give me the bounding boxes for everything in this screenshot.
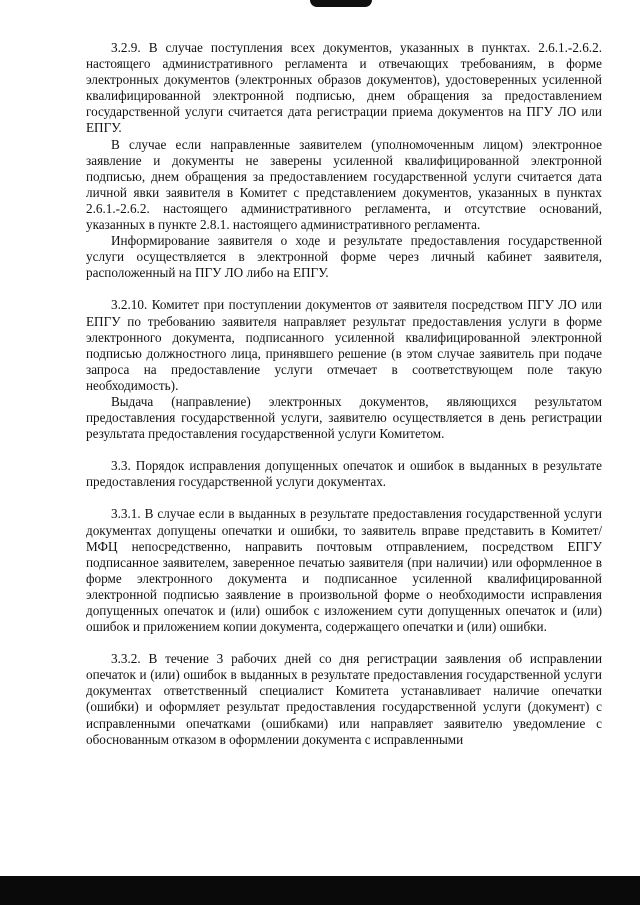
paragraph-informing: Информирование заявителя о ходе и результате предоставления государственной услуги осуществляется в электронной форме через личный кабинет заявителя, расположенный на ПГУ ЛО либо на ЕПГУ.	[86, 233, 602, 281]
paragraph-electronic-signature-missing: В случае если направленные заявителем (уполномоченным лицом) электронное заявление и документы не заверены усиленной квалифицированной электронной подписью, днем обращения за предоставлением государственной услуги считается дата личной явки заявителя в Комитет с представлением документов, указанных в пунктах 2.6.1.-2.6.2. настоящего административного регламента, и отсутствие оснований, указанных в пункте 2.8.1. настоящего административного регламента.	[86, 136, 602, 233]
scan-bottom-artifact	[0, 876, 640, 905]
paragraph-3-2-9: 3.2.9. В случае поступления всех документов, указанных в пунктах. 2.6.1.-2.6.2. настоящего административного регламента и отвечающих требованиям, в форме электронных документов (электронных образов документов), удостоверенных усиленной квалифицированной электронной подписью, днем обращения за предоставлением государственной услуги считается дата регистрации приема документов на ПГУ ЛО или ЕПГУ.	[86, 40, 602, 136]
paragraph-issuance: Выдача (направление) электронных документов, являющихся результатом предоставления государственной услуги, заявителю осуществляется в день регистрации результата предоставления государственной услуги Комитетом.	[86, 393, 602, 442]
paragraph-3-3-1: 3.3.1. В случае если в выданных в результате предоставления государственной услуги документах допущены опечатки и ошибки, то заявитель вправе представить в Комитет/МФЦ непосредственно, направить почтовым отправлением, посредством ЕПГУ подписанное заявителем, заверенное печатью заявителя (при наличии) или оформленное в форме электронного документа и подписанное усиленной квалифицированной электронной подписью заявление в произвольной форме о необходимости исправления допущенных опечаток и (или) ошибок с изложением сути допущенных опечаток и (или) ошибок и приложением копии документа, содержащего опечатки и (или) ошибки.	[86, 506, 602, 635]
paragraph-3-2-10: 3.2.10. Комитет при поступлении документов от заявителя посредством ПГУ ЛО или ЕПГУ по требованию заявителя направляет результат предоставления услуги в форме электронного документа, подписанного усиленной квалифицированной электронной подписью должностного лица, принявшего решение (в этом случае заявитель при подаче запроса на предоставление услуги отмечает в соответствующем поле такую необходимость).	[86, 297, 602, 393]
scan-top-artifact	[310, 0, 372, 7]
document-page	[86, 40, 602, 748]
section-heading-3-3: 3.3. Порядок исправления допущенных опечаток и ошибок в выданных в результате предоставления государственной услуги документах.	[86, 458, 602, 490]
paragraph-3-3-2: 3.3.2. В течение 3 рабочих дней со дня регистрации заявления об исправлении опечаток и (или) ошибок в выданных в результате предоставления государственной услуги документах ответственный специалист Комитета устанавливает наличие опечатки (ошибки) и оформляет результат предоставления государственной услуги (документ) с исправленными опечатками (ошибками) или направляет заявителю уведомление с обоснованным отказом в оформлении документа с исправленными	[86, 651, 602, 747]
